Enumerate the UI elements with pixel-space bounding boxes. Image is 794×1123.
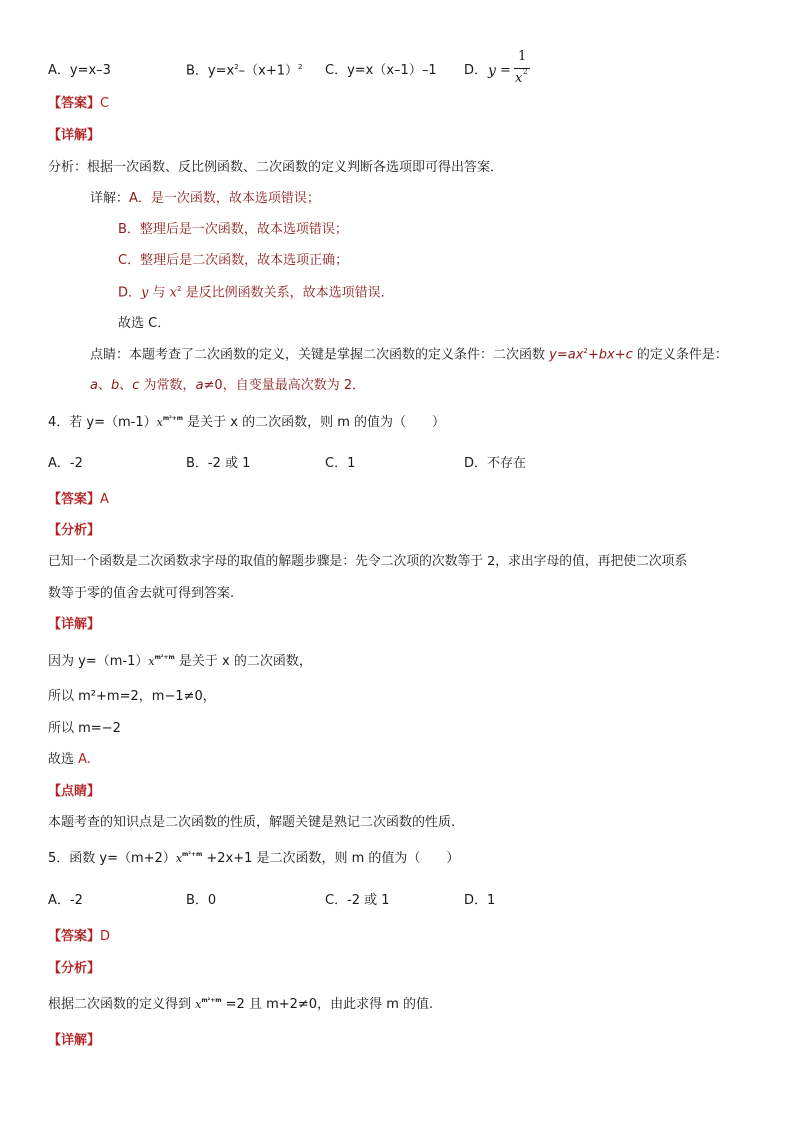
q3-detail-d: D．y 与 $x^2$ 是反比例函数关系，故本选项错误．: [118, 285, 394, 301]
q4-detail-line4: 故选 A.: [48, 752, 91, 767]
q4-analysis-line2: 数等于零的值舍去就可得到答案.: [48, 586, 235, 601]
q4-analysis-line1: 已知一个函数是二次函数求字母的取值的解题步骤是：先令二次项的次数等于 2，求出字母的值，再把使二次项系: [48, 554, 688, 569]
q5-analysis-line: 根据二次函数的定义得到 $x^{m^2+m} =2$ 且 m+2≠0，由此求得 m 的值.: [48, 997, 434, 1012]
q3-detail-label: 【详解】: [48, 128, 101, 143]
q3-option-b: B．$y=x^2-(x+1)^2$: [186, 63, 303, 79]
q5-option-d: D．1: [464, 893, 496, 908]
q3-comment-line2: a、b、c 为常数，a≠0，自变量最高次数为 2．: [90, 378, 366, 393]
q4-detail-line3: 所以 m=−2: [48, 721, 121, 736]
q3-comment-line1: 点睛：本题考查了二次函数的定义，关键是掌握二次函数的定义条件：二次函数 $y=ax^2+bx+c$ 的定义条件是：: [90, 347, 728, 363]
q5-stem: 5．函数 $y=(m+2)x^{m^2+m} +2x+1$ 是二次函数，则 m 的值为（ ）: [48, 851, 460, 866]
q4-answer: 【答案】A: [48, 492, 109, 507]
q3-choice-line: 故选 C．: [118, 316, 171, 331]
q5-option-c: C．-2 或 1: [325, 893, 390, 908]
q5-detail-label: 【详解】: [48, 1033, 101, 1048]
q3-option-c: C．y=x（x–1）–1: [325, 63, 437, 78]
q5-option-b: B．0: [186, 893, 217, 908]
fraction-bar: [514, 68, 530, 69]
q3-detail-a: 详解：A．是一次函数，故本选项错误；: [90, 191, 320, 206]
q4-option-a: A．-2: [48, 456, 83, 471]
q4-comment-line: 本题考查的知识点是二次函数的性质，解题关键是熟记二次函数的性质.: [48, 815, 456, 830]
q4-detail-line2: 所以 m²+m=2，m−1≠0，: [48, 689, 216, 704]
q4-option-c: C．1: [325, 456, 356, 471]
q3-detail-c: C．整理后是二次函数，故本选项正确；: [118, 253, 349, 268]
q5-answer: 【答案】D: [48, 929, 111, 944]
q4-option-d: D．不存在: [464, 456, 527, 471]
q4-option-b: B．-2 或 1: [186, 456, 251, 471]
q4-comment-label: 【点睛】: [48, 784, 101, 799]
q4-detail-line1: 因为 $y=(m-1)x^{m^2+m}$ 是关于 x 的二次函数，: [48, 654, 312, 669]
q3-option-d: D．: [464, 63, 488, 78]
q3-option-a: A．y=x–3: [48, 63, 111, 78]
q4-analysis-label: 【分析】: [48, 523, 101, 538]
q5-analysis-label: 【分析】: [48, 961, 101, 976]
q3-analysis-line: 分析：根据一次函数、反比例函数、二次函数的定义判断各选项即可得出答案．: [48, 160, 504, 175]
q4-detail-label: 【详解】: [48, 617, 101, 632]
q4-stem: 4．若 $y=(m-1)x^{m^2+m}$ 是关于 x 的二次函数，则 m 的值为（ ）: [48, 415, 446, 430]
q3-answer: 【答案】C: [48, 96, 110, 111]
q3-detail-b: B．整理后是一次函数，故本选项错误；: [118, 222, 348, 237]
fraction-one-over-x-squared: 1 x 2: [514, 50, 530, 90]
q5-option-a: A．-2: [48, 893, 83, 908]
